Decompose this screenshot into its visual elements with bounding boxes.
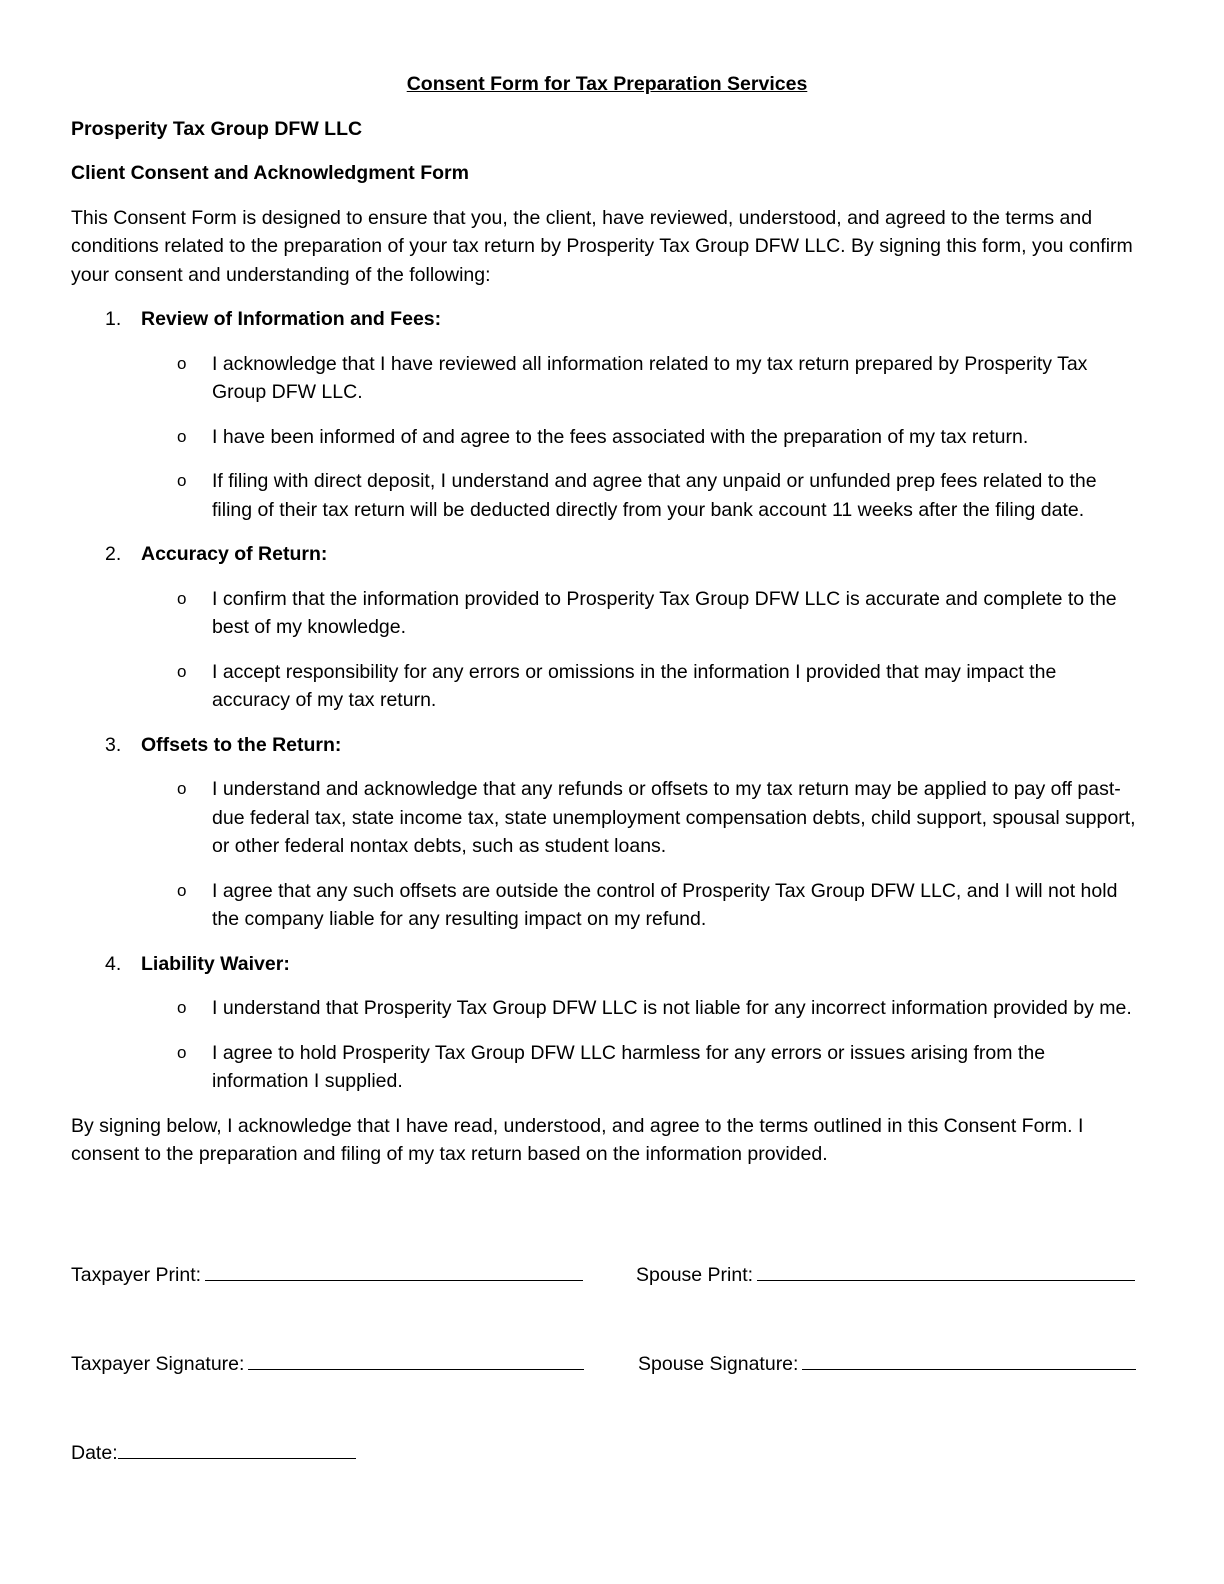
- company-name: Prosperity Tax Group DFW LLC: [71, 117, 363, 140]
- section-heading: [71, 540, 1143, 569]
- section-accuracy-of-return: [71, 540, 1143, 715]
- spouse-signature-label: Spouse Signature:: [638, 1353, 799, 1375]
- list-item: [71, 1039, 1143, 1096]
- document-title: Consent Form for Tax Preparation Services: [406, 73, 808, 95]
- list-item: [71, 467, 1143, 524]
- form-name: Client Consent and Acknowledgment Form: [71, 162, 469, 184]
- section-review-info-fees: [71, 305, 1143, 524]
- spouse-print-label: Spouse Print:: [636, 1264, 754, 1286]
- bullet-icon: o: [177, 353, 187, 373]
- list-item: [71, 350, 1143, 407]
- list-item: [71, 585, 1143, 642]
- spouse-print-line[interactable]: [757, 1260, 1135, 1281]
- section-number: 3.: [105, 733, 122, 756]
- consent-document: [71, 70, 1143, 1169]
- taxpayer-print-field[interactable]: [71, 1260, 583, 1290]
- list-item-text: If filing with direct deposit, I understand and agree that any unpaid or unfunded prep fees related to the filing of their tax return will be deducted directly from your bank account 11 weeks after the filing date.: [212, 470, 1097, 521]
- bullet-icon: o: [177, 880, 187, 900]
- spouse-print-field[interactable]: [636, 1260, 1135, 1290]
- bullet-icon: o: [177, 1042, 187, 1062]
- bullet-icon: o: [177, 426, 187, 446]
- list-item-text: I have been informed of and agree to the fees associated with the preparation of my tax return.: [212, 425, 1029, 448]
- date-field[interactable]: [71, 1438, 356, 1468]
- section-heading: [71, 305, 1143, 334]
- intro-paragraph: This Consent Form is designed to ensure that you, the client, have reviewed, understood, and agreed to the terms and conditions related to the preparation of your tax return by Prosperity Tax Group DFW LLC. By signing this form, you confirm your consent and understanding of the following:: [71, 206, 1133, 286]
- taxpayer-signature-line[interactable]: [248, 1349, 584, 1370]
- spouse-signature-field[interactable]: [638, 1349, 1136, 1379]
- section-number: 1.: [105, 308, 122, 330]
- bullet-icon: o: [177, 661, 187, 681]
- section-number: 4.: [105, 952, 122, 975]
- date-row: [71, 1438, 1143, 1468]
- list-item-text: I understand and acknowledge that any refunds or offsets to my tax return may be applied to pay off past-due federal tax, state income tax, state unemployment compensation debts, child support, spousal support, or other federal nontax debts, such as student loans.: [212, 778, 1136, 857]
- taxpayer-signature-field[interactable]: [71, 1349, 584, 1379]
- closing-paragraph: By signing below, I acknowledge that I have read, understood, and agree to the terms outlined in this Consent Form. I consent to the preparation and filing of my tax return based on the information provided.: [71, 1114, 1084, 1165]
- list-item: [71, 877, 1143, 934]
- bullet-icon: o: [177, 998, 187, 1017]
- taxpayer-signature-label: Taxpayer Signature:: [71, 1353, 245, 1375]
- signatures-row: [71, 1349, 1143, 1379]
- list-item-text: I agree to hold Prosperity Tax Group DFW LLC harmless for any errors or issues arising from the information I supplied.: [212, 1041, 1046, 1092]
- date-line[interactable]: [118, 1438, 356, 1459]
- list-item: [71, 423, 1143, 452]
- section-offsets-to-return: [71, 731, 1143, 934]
- list-item-text: I acknowledge that I have reviewed all information related to my tax return prepared by Prosperity Tax Group DFW LLC.: [212, 352, 1088, 403]
- bullet-icon: o: [177, 779, 187, 798]
- list-item-text: I confirm that the information provided to Prosperity Tax Group DFW LLC is accurate and complete to the best of my knowledge.: [212, 587, 1117, 638]
- section-heading-text: Offsets to the Return:: [141, 733, 342, 756]
- section-liability-waiver: [71, 950, 1143, 1096]
- section-heading: [71, 731, 1143, 760]
- list-item: [71, 658, 1143, 715]
- list-item-text: I accept responsibility for any errors or omissions in the information I provided that may impact the accuracy of my tax return.: [212, 660, 1057, 711]
- section-heading-text: Review of Information and Fees:: [141, 308, 442, 330]
- list-item-text: I agree that any such offsets are outside the control of Prosperity Tax Group DFW LLC, and I will not hold the company liable for any resulting impact on my refund.: [212, 879, 1118, 930]
- taxpayer-print-label: Taxpayer Print:: [71, 1264, 202, 1286]
- bullet-icon: o: [177, 471, 187, 490]
- bullet-icon: o: [177, 588, 187, 608]
- list-item-text: I understand that Prosperity Tax Group DFW LLC is not liable for any incorrect information provided by me.: [212, 997, 1132, 1019]
- section-heading: [71, 950, 1143, 979]
- spouse-signature-line[interactable]: [802, 1349, 1136, 1370]
- list-item: [71, 775, 1143, 861]
- taxpayer-print-line[interactable]: [205, 1260, 583, 1281]
- list-item: [71, 994, 1143, 1023]
- section-heading-text: Liability Waiver:: [141, 952, 290, 975]
- date-label: Date:: [71, 1442, 118, 1464]
- section-number: 2.: [105, 543, 122, 565]
- section-heading-text: Accuracy of Return:: [141, 543, 328, 565]
- print-names-row: [71, 1260, 1143, 1290]
